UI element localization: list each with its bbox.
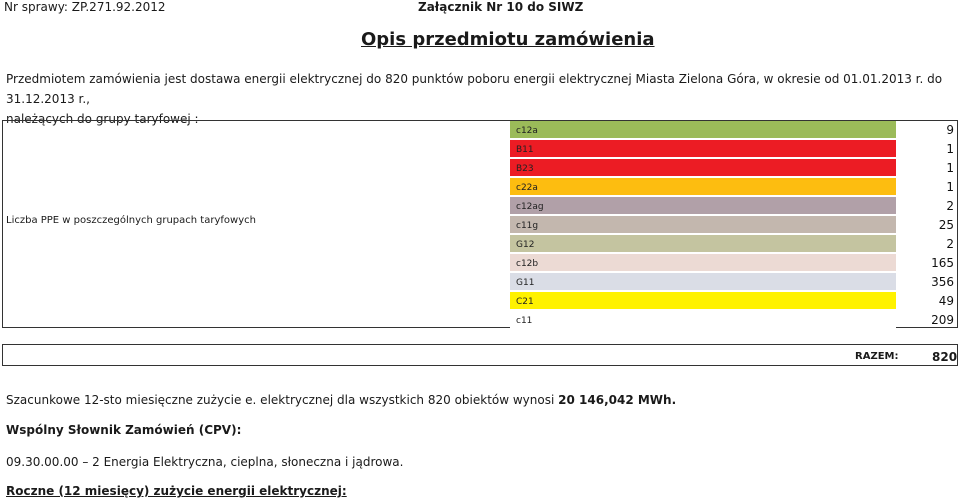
tariff-count: 9 [946, 123, 954, 137]
tariff-name: c22a [516, 183, 538, 193]
cpv-heading: Wspólny Słownik Zamówień (CPV): [6, 423, 242, 437]
usage-end: . [671, 393, 677, 407]
tariff-count: 2 [946, 237, 954, 251]
page-title: Opis przedmiotu zamówienia [361, 29, 655, 50]
tariff-count: 165 [931, 256, 954, 270]
tariff-name: c12b [516, 259, 539, 269]
tariff-name: c12ag [516, 202, 544, 212]
tariff-color-swatch [510, 140, 896, 157]
tariff-count: 1 [946, 142, 954, 156]
tariff-name: c11 [516, 316, 533, 326]
tariff-color-swatch [510, 197, 896, 214]
tariff-row [510, 273, 960, 292]
tariff-row [510, 292, 960, 311]
tariff-count: 2 [946, 199, 954, 213]
case-number: Nr sprawy: ZP.271.92.2012 [4, 0, 166, 14]
tariff-color-swatch [510, 178, 896, 195]
tariff-row [510, 140, 960, 159]
usage-value: 20 146,042 MWh [558, 393, 672, 407]
annual-usage-heading: Roczne (12 miesięcy) zużycie energii elektrycznej: [6, 484, 347, 498]
tariff-count: 25 [938, 218, 954, 232]
usage-paragraph [6, 393, 676, 407]
tariff-name: c11g [516, 221, 539, 231]
tariff-count: 1 [946, 180, 954, 194]
total-row [2, 344, 958, 366]
intro-line-2: należących do grupy taryfowej : [6, 112, 199, 126]
usage-text: Szacunkowe 12-sto miesięczne zużycie e. elektrycznej dla wszystkich 820 obiektów wynosi [6, 393, 559, 407]
tariff-count: 209 [931, 313, 954, 327]
tariff-row [510, 121, 960, 140]
tariff-name: C21 [516, 297, 534, 307]
total-value: 820 [932, 350, 958, 364]
tariff-row [510, 254, 960, 273]
tariff-color-swatch [510, 121, 896, 138]
tariff-row [510, 311, 960, 330]
tariff-row [510, 197, 960, 216]
tariff-name: G12 [516, 240, 535, 250]
tariff-color-swatch [510, 254, 896, 271]
tariff-color-swatch [510, 311, 896, 328]
tariff-count: 49 [938, 294, 954, 308]
total-label: RAZEM: [855, 351, 899, 362]
tariff-color-swatch [510, 292, 896, 309]
tariff-color-swatch [510, 235, 896, 252]
tariff-table-label: Liczba PPE w poszczególnych grupach taryfowych [6, 215, 256, 226]
tariff-row [510, 159, 960, 178]
tariff-row [510, 216, 960, 235]
cpv-code: 09.30.00.00 – 2 Energia Elektryczna, cieplna, słoneczna i jądrowa. [6, 455, 404, 469]
attachment-label: Załącznik Nr 10 do SIWZ [418, 0, 584, 14]
tariff-color-swatch [510, 159, 896, 176]
tariff-row [510, 178, 960, 197]
tariff-count: 356 [931, 275, 954, 289]
tariff-color-swatch [510, 216, 896, 233]
tariff-name: B11 [516, 145, 534, 155]
tariff-count: 1 [946, 161, 954, 175]
tariff-name: G11 [516, 278, 535, 288]
tariff-row [510, 235, 960, 254]
tariff-name: B23 [516, 164, 534, 174]
intro-line-1: Przedmiotem zamówienia jest dostawa energii elektrycznej do 820 punktów poboru energii elektrycznej Miasta Zielona Góra, w okresie od 01.01.2013 r. do 31.12.2013 r., [6, 72, 943, 106]
tariff-name: c12a [516, 126, 538, 136]
tariff-rows [510, 121, 960, 330]
tariff-color-swatch [510, 273, 896, 290]
